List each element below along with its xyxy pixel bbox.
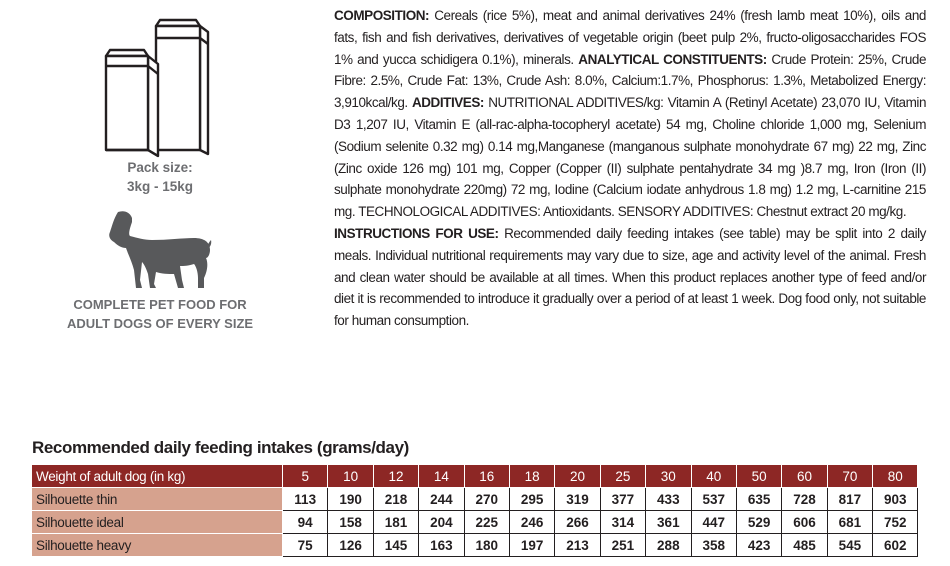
instructions-body: Recommended daily feeding intakes (see table) may be split into 2 daily meals. Individual nutritional requirements may vary due to size, age and activity level of the animal. Fresh and clean water should be available at all times. When this product replaces another type of feed and/or diet it is recommended to introduce it gradually over a period of at least 1 week. Dog food only, not suitable for human consumption.	[334, 225, 926, 329]
table-cell: 218	[373, 488, 418, 511]
table-cell: 197	[509, 534, 554, 557]
table-row	[32, 511, 918, 534]
weight-header-label: Weight of adult dog (in kg)	[32, 465, 283, 488]
table-cell: 246	[509, 511, 554, 534]
table-cell: 358	[691, 534, 736, 557]
table-cell: 213	[555, 534, 600, 557]
pack-size-label: Pack size:	[127, 160, 193, 175]
table-cell: 433	[646, 488, 691, 511]
weight-header-cell: 20	[555, 465, 600, 488]
weight-header-cell: 40	[691, 465, 736, 488]
instructions-paragraph	[334, 223, 926, 332]
table-cell: 545	[827, 534, 872, 557]
table-row	[32, 488, 918, 511]
table-header-row	[32, 465, 918, 488]
table-cell: 295	[509, 488, 554, 511]
row-label: Silhouette ideal	[32, 511, 283, 534]
table-cell: 817	[827, 488, 872, 511]
additives-heading: ADDITIVES:	[411, 95, 484, 111]
table-cell: 681	[827, 511, 872, 534]
composition-body: Cereals (rice 5%), meat and animal derivatives 24% (fresh lamb meat 10%), oils and fats, fish and fish derivatives, derivatives of vegetable origin (beet pulp 2%, fructo-oligosaccharides FOS 1% and yucca schidigera 0.1%), minerals.	[334, 8, 926, 67]
analytical-body: Crude Protein: 25%, Crude Fibre: 2.5%, Crude Fat: 13%, Crude Ash: 8.0%, Calcium:1.7%, Phosphorus: 1.3%, Metabolized Energy: 3,910kcal/kg.	[334, 51, 926, 111]
table-cell: 180	[464, 534, 509, 557]
table-cell: 145	[373, 534, 418, 557]
weight-header-cell: 12	[373, 465, 418, 488]
table-cell: 752	[873, 511, 918, 534]
weight-header-cell: 70	[827, 465, 872, 488]
table-cell: 158	[328, 511, 373, 534]
weight-header-cell: 16	[464, 465, 509, 488]
table-cell: 319	[555, 488, 600, 511]
table-cell: 251	[600, 534, 645, 557]
weight-header-cell: 18	[509, 465, 554, 488]
pack-size-value: 3kg - 15kg	[126, 179, 194, 194]
feeding-table	[31, 464, 918, 557]
tagline-line1: COMPLETE PET FOOD FOR	[73, 297, 247, 312]
table-cell: 204	[419, 511, 464, 534]
table-cell: 126	[328, 534, 373, 557]
table-cell: 606	[782, 511, 827, 534]
additives-body: NUTRITIONAL ADDITIVES/kg: Vitamin A (Retinyl Acetate) 23,070 IU, Vitamin D3 1,207 IU, Vitamin E (all-rac-alpha-tocopheryl acetate) 54 mg, Choline chloride 1,000 mg, Selenium (Sodium selenite 0.32 mg) 0.14 mg,Manganese (manganous sulphate monohydrate 67 mg) 22 mg, Zinc (Zinc oxide 126 mg) 101 mg, Copper (Copper (II) sulphate pentahydrate 34 mg )8.7 mg, Iron (Iron (II) sulphate monohydrate 220mg) 72 mg, Iodine (Calcium iodate anhydrous 1.8 mg) 1.2 mg, L-carnitine 215 mg. TECHNOLOGICAL ADDITIVES: Antioxidants. SENSORY ADDITIVES: Chestnut extract 20 mg/kg.	[334, 95, 926, 220]
weight-header-cell: 25	[600, 465, 645, 488]
instructions-heading: INSTRUCTIONS FOR USE:	[334, 225, 499, 241]
weight-header-cell: 30	[646, 465, 691, 488]
weight-header-cell: 10	[328, 465, 373, 488]
feeding-table-title: Recommended daily feeding intakes (grams/day)	[32, 438, 409, 457]
table-cell: 377	[600, 488, 645, 511]
product-summary-panel	[0, 0, 320, 340]
table-cell: 903	[873, 488, 918, 511]
table-cell: 163	[419, 534, 464, 557]
dog-silhouette-icon	[108, 208, 212, 292]
table-cell: 728	[782, 488, 827, 511]
composition-paragraph	[334, 5, 926, 223]
row-label: Silhouette thin	[32, 488, 283, 511]
table-cell: 314	[600, 511, 645, 534]
table-cell: 181	[373, 511, 418, 534]
table-cell: 423	[736, 534, 781, 557]
composition-text-block	[334, 5, 926, 332]
table-cell: 75	[283, 534, 328, 557]
table-cell: 485	[782, 534, 827, 557]
weight-header-cell: 50	[736, 465, 781, 488]
table-cell: 244	[419, 488, 464, 511]
table-row	[32, 534, 918, 557]
table-cell: 190	[328, 488, 373, 511]
weight-header-cell: 5	[283, 465, 328, 488]
table-cell: 270	[464, 488, 509, 511]
table-cell: 94	[283, 511, 328, 534]
analytical-heading: ANALYTICAL CONSTITUENTS:	[578, 51, 767, 67]
weight-header-cell: 14	[419, 465, 464, 488]
food-bags-icon	[104, 18, 216, 158]
table-cell: 635	[736, 488, 781, 511]
composition-heading: COMPOSITION:	[334, 8, 430, 23]
table-cell: 537	[691, 488, 736, 511]
table-cell: 266	[555, 511, 600, 534]
table-cell: 113	[283, 488, 328, 511]
table-cell: 529	[736, 511, 781, 534]
tagline-line2: ADULT DOGS OF EVERY SIZE	[66, 316, 254, 331]
weight-header-cell: 60	[782, 465, 827, 488]
table-cell: 447	[691, 511, 736, 534]
table-cell: 602	[873, 534, 918, 557]
row-label: Silhouette heavy	[32, 534, 283, 557]
table-cell: 288	[646, 534, 691, 557]
weight-header-cell: 80	[873, 465, 918, 488]
table-cell: 225	[464, 511, 509, 534]
table-cell: 361	[646, 511, 691, 534]
